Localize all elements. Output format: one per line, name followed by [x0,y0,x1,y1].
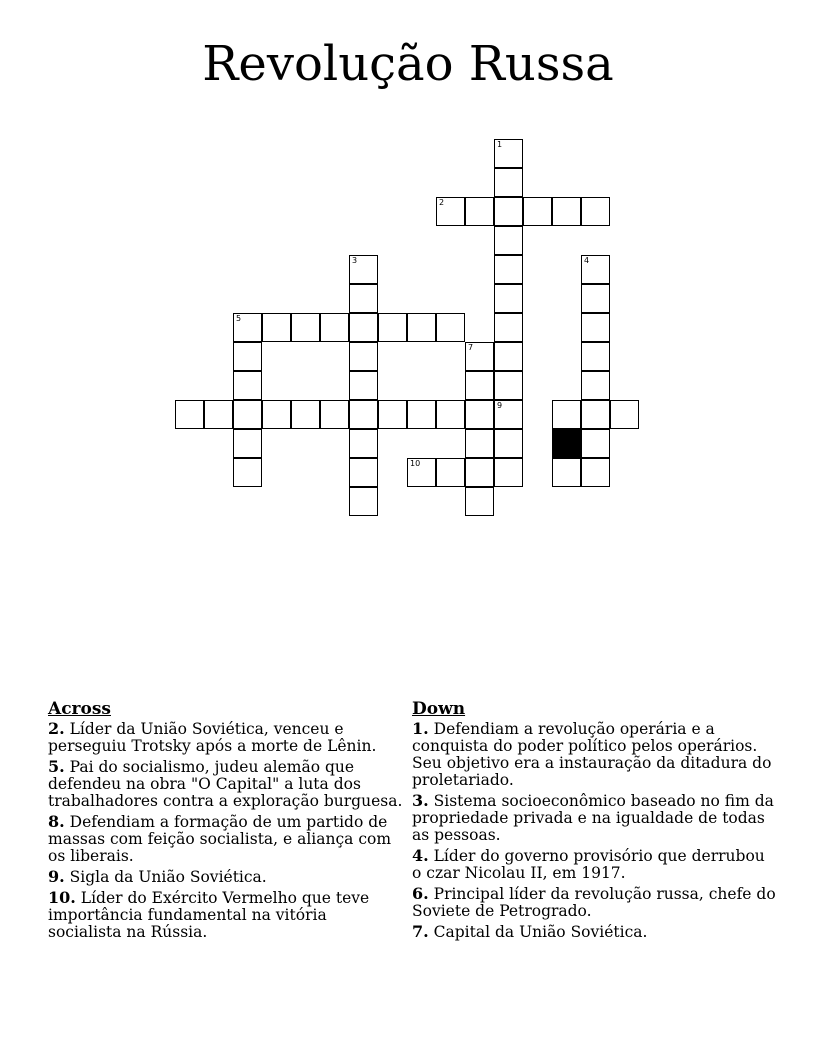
across-heading: Across [48,699,111,719]
down-heading: Down [412,699,466,719]
grid-cell[interactable] [349,255,378,284]
clue-number: 3. [412,791,429,810]
grid-cell[interactable] [378,400,407,429]
across-clue-10 [48,889,404,941]
grid-cell[interactable] [465,400,494,429]
grid-cell[interactable] [233,429,262,458]
grid-cell[interactable] [233,458,262,487]
grid-cell[interactable] [494,139,523,168]
grid-cell[interactable] [349,458,378,487]
grid-cell[interactable] [581,255,610,284]
clue-number: 10. [48,888,76,907]
grid-cell[interactable] [233,313,262,342]
grid-cell[interactable] [494,313,523,342]
clue-number: 4. [412,846,429,865]
down-clues [412,701,777,944]
grid-cell[interactable] [552,458,581,487]
grid-cell[interactable] [262,313,291,342]
grid-cell[interactable] [233,371,262,400]
clue-number: 9. [48,867,65,886]
grid-cell[interactable] [233,400,262,429]
grid-cell[interactable] [494,400,523,429]
grid-cell[interactable] [407,458,436,487]
grid-cell[interactable] [494,429,523,458]
grid-cell[interactable] [349,284,378,313]
grid-cell[interactable] [494,168,523,197]
across-clues [48,701,404,944]
clue-text: Sistema socioeconômico baseado no fim da propriedade privada e na igualdade de todas as pessoas. [412,792,774,844]
grid-cell[interactable] [436,313,465,342]
grid-cell[interactable] [523,197,552,226]
grid-cell[interactable] [349,487,378,516]
across-clue-5 [48,758,404,810]
grid-cell[interactable] [494,255,523,284]
clue-text: Defendiam a formação de um partido de massas com feição socialista, e aliança com os liberais. [48,813,392,865]
clue-text: Pai do socialismo, judeu alemão que defendeu na obra "O Capital" a luta dos trabalhadores contra a exploração burguesa. [48,758,403,810]
grid-cell[interactable] [291,313,320,342]
clue-text: Líder do Exército Vermelho que teve importância fundamental na vitória socialista na Rússia. [48,889,370,941]
clue-number: 6. [412,884,429,903]
grid-cell[interactable] [349,400,378,429]
across-clue-9 [48,868,404,886]
grid-cell[interactable] [581,313,610,342]
grid-cell[interactable] [494,371,523,400]
clue-text: Principal líder da revolução russa, chefe do Soviete de Petrogrado. [412,885,776,920]
down-clue-3 [412,792,777,844]
grid-cell[interactable] [581,284,610,313]
grid-block [552,429,581,458]
grid-cell[interactable] [465,197,494,226]
grid-cell[interactable] [262,400,291,429]
down-clue-4 [412,847,777,882]
clue-text: Capital da União Soviética. [433,923,648,941]
grid-cell[interactable] [320,313,349,342]
page-title: Revolução Russa [202,36,614,92]
grid-cell[interactable] [291,400,320,429]
grid-cell[interactable] [407,400,436,429]
grid-cell[interactable] [407,313,436,342]
grid-cell[interactable] [349,371,378,400]
grid-cell[interactable] [581,197,610,226]
grid-cell[interactable] [494,197,523,226]
cell-number: 5 [236,314,242,323]
grid-cell[interactable] [436,197,465,226]
grid-cell[interactable] [320,400,349,429]
grid-cell[interactable] [465,342,494,371]
grid-cell[interactable] [436,458,465,487]
clue-number: 7. [412,922,429,941]
clue-number: 1. [412,719,429,738]
down-clue-6 [412,885,777,920]
clue-text: Líder do governo provisório que derrubou o czar Nicolau II, em 1917. [412,847,765,882]
down-clue-1 [412,720,777,789]
cell-number: 1 [497,140,503,149]
grid-cell[interactable] [175,400,204,429]
clue-number: 2. [48,719,65,738]
grid-cell[interactable] [581,458,610,487]
grid-cell[interactable] [581,429,610,458]
grid-cell[interactable] [552,400,581,429]
grid-cell[interactable] [465,371,494,400]
grid-cell[interactable] [465,429,494,458]
cell-number: 4 [584,256,590,265]
grid-cell[interactable] [494,226,523,255]
grid-cell[interactable] [436,400,465,429]
cell-number: 2 [439,198,445,207]
grid-cell[interactable] [494,458,523,487]
grid-cell[interactable] [233,342,262,371]
cell-number: 10 [410,459,421,468]
grid-cell[interactable] [552,197,581,226]
grid-cell[interactable] [581,400,610,429]
cell-number: 9 [497,401,503,410]
across-clue-8 [48,813,404,865]
clue-number: 5. [48,757,65,776]
across-clue-2 [48,720,404,755]
clue-text: Sigla da União Soviética. [69,868,267,886]
grid-cell[interactable] [378,313,407,342]
grid-cell[interactable] [349,342,378,371]
cell-number: 3 [352,256,358,265]
grid-cell[interactable] [581,371,610,400]
grid-cell[interactable] [494,342,523,371]
grid-cell[interactable] [349,313,378,342]
clue-text: Defendiam a revolução operária e a conquista do poder político pelos operários. Seu objetivo era a instauração da ditadura do proletariado. [412,720,772,789]
down-clue-7 [412,923,777,941]
cell-number: 7 [468,343,474,352]
grid-cell[interactable] [494,284,523,313]
grid-cell[interactable] [465,487,494,516]
grid-cell[interactable] [581,342,610,371]
clue-number: 8. [48,812,65,831]
grid-cell[interactable] [465,458,494,487]
grid-cell[interactable] [610,400,639,429]
grid-cell[interactable] [349,429,378,458]
clue-text: Líder da União Soviética, venceu e perseguiu Trotsky após a morte de Lênin. [48,720,377,755]
grid-cell[interactable] [204,400,233,429]
